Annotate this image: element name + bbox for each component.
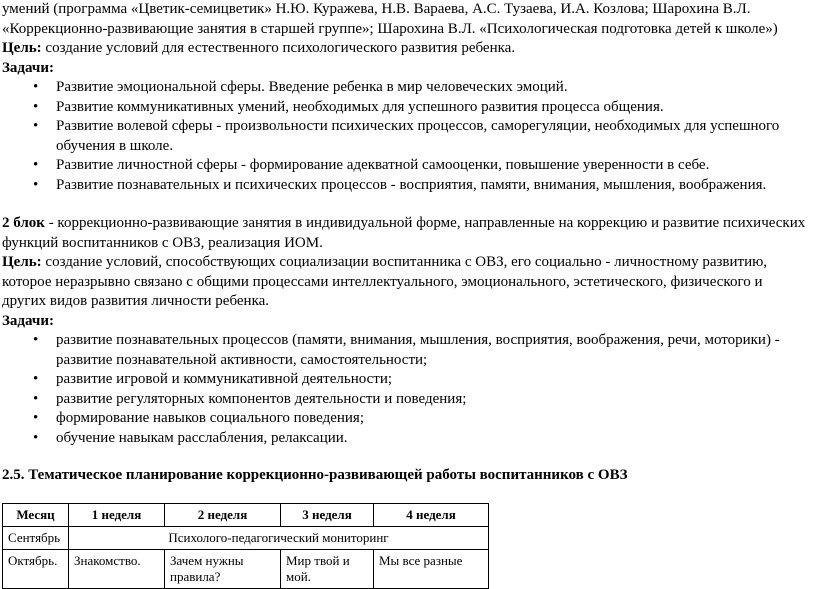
table-header-row <box>3 503 489 526</box>
document-page <box>2 0 807 589</box>
block2-task-list <box>2 331 807 448</box>
header-week-2: 2 неделя <box>165 503 281 526</box>
block2-tasks-label: Задачи: <box>2 312 55 329</box>
list-item: • развитие познавательных процессов (памяти, внимания, мышления, восприятия, воображения, речи, моторики) - развитие познавательной активности, самостоятельности; <box>2 331 807 370</box>
intro-line-2: «Коррекционно-развивающие занятия в старшей группе»; Шарохина В.Л. «Психологическая подготовка детей к школе») <box>2 20 778 37</box>
block1-goal-text: создание условий для естественного психологического развития ребенка. <box>41 40 516 56</box>
table-row <box>3 549 489 588</box>
list-item: • формирование навыков социального поведения; <box>2 409 807 429</box>
block2-goal <box>2 253 807 312</box>
table-row <box>3 526 489 549</box>
block1-task-list <box>2 78 807 195</box>
row2-week-3: Мир твой и мой. <box>281 549 374 588</box>
row1-month: Сентябрь <box>3 526 69 549</box>
block1-goal-label: Цель: <box>2 40 42 56</box>
block1-goal <box>2 39 807 59</box>
list-item: • развитие игровой и коммуникативной деятельности; <box>2 370 807 390</box>
header-month: Месяц <box>3 503 69 526</box>
list-item: • развитие регуляторных компонентов деятельности и поведения; <box>2 390 807 410</box>
row2-month: Октябрь. <box>3 549 69 588</box>
block2-goal-label: Цель: <box>2 254 42 270</box>
block1-tasks-label: Задачи: <box>2 59 55 76</box>
header-week-3: 3 неделя <box>281 503 374 526</box>
list-item: • Развитие коммуникативных умений, необходимых для успешного развития процесса общения. <box>2 98 807 118</box>
row2-week-2: Зачем нужны правила? <box>165 549 281 588</box>
block2-title <box>2 214 807 253</box>
row2-week-4: Мы все разные <box>374 549 489 588</box>
list-item: • Развитие личностной сферы - формирование адекватной самооценки, повышение уверенности в себе. <box>2 156 807 176</box>
row2-week-1: Знакомство. <box>69 549 165 588</box>
section-heading: 2.5. Тематическое планирование коррекционно-развивающей работы воспитанников с ОВЗ <box>2 467 628 483</box>
block2-title-label: 2 блок <box>2 215 45 231</box>
list-item: • Развитие волевой сферы - произвольности психических процессов, саморегуляции, необходимых для успешного обучения в школе. <box>2 117 807 156</box>
row1-span-cell: Психолого-педагогический мониторинг <box>69 526 489 549</box>
block2-goal-text: создание условий, способствующих социализации воспитанника с ОВЗ, его социально - личностному развитию, которое неразрывно связано с общими процессами интеллектуального, эмоционального, эстетического, физического и других видов развития личности ребенка. <box>2 254 768 309</box>
list-item: • Развитие познавательных и психических процессов - восприятия, памяти, внимания, мышления, воображения. <box>2 176 807 196</box>
list-item: • Развитие эмоциональной сферы. Введение ребенка в мир человеческих эмоций. <box>2 78 807 98</box>
block2-title-text: - коррекционно-развивающие занятия в индивидуальной форме, направленные на коррекцию и развитие психических функций воспитанников с ОВЗ, реализация ИОМ. <box>2 215 806 251</box>
intro-line-1: умений (программа «Цветик-семицветик» Н.Ю. Куражева, Н.В. Вараева, А.С. Тузаева, И.А. Козлова; Шарохина В.Л. <box>2 1 751 17</box>
header-week-1: 1 неделя <box>69 503 165 526</box>
list-item: • обучение навыкам расслабления, релаксации. <box>2 429 807 449</box>
header-week-4: 4 неделя <box>374 503 489 526</box>
planning-table <box>2 503 489 589</box>
